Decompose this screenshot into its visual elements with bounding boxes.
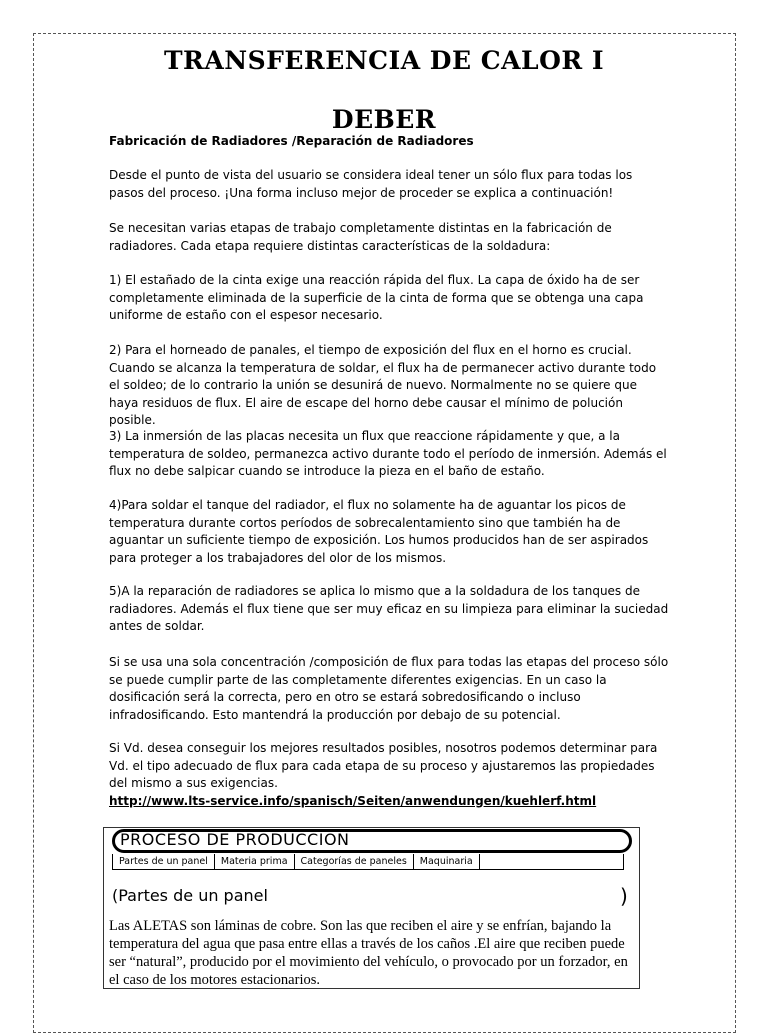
paragraph: 2) Para el horneado de panales, el tiempo de exposición del flux en el horno es crucial. Cuando se alcanza la temperatura de soldar, el flux ha de permanecer activo durante todo el soldeo; de lo contrario la unión se desunirá de nuevo. Normalmente no se quiere que haya residuos de flux. El aire de escape del horno debe causar el mínimo de polución posible. [109,343,657,427]
section-heading: Fabricación de Radiadores /Reparación de Radiadores [109,134,474,148]
paragraph-with-link [109,740,669,810]
figure-header-title: PROCESO DE PRODUCCIÓN [120,830,350,849]
tab-categorias-de-paneles[interactable]: Categorías de paneles [295,854,414,869]
paragraph: Si se usa una sola concentración /composición de flux para todas las etapas del proceso sólo se puede cumplir parte de las completamente diferentes exigencias. En un caso la dosificación será la correcta, pero en otro se estará sobredosificando o incluso infradosificando. Esto mantendrá la producción por debajo de su potencial. [109,655,669,722]
tab-partes-de-un-panel[interactable]: Partes de un panel [113,854,215,869]
tab-maquinaria[interactable]: Maquinaria [414,854,480,869]
panel-heading-text: Partes de un panel [118,886,268,905]
paragraph: 5)A la reparación de radiadores se aplica lo mismo que a la soldadura de los tanques de radiadores. Además el flux tiene que ser muy eficaz en su limpieza para eliminar la suciedad antes de soldar. [109,584,669,633]
paragraph: 4)Para soldar el tanque del radiador, el flux no solamente ha de aguantar los picos de temperatura durante cortos períodos de sobrecalentamiento sino que también ha de aguantar un suficiente tiempo de exposición. Los humos producidos han de ser aspirados para proteger a los trabajadores del olor de los mismos. [109,498,649,565]
document-subtitle: DEBER [331,105,437,134]
paragraph: Se necesitan varias etapas de trabajo completamente distintas en la fabricación de radiadores. Cada etapa requiere distintas características de la soldadura: [109,221,612,253]
paragraph: 3) La inmersión de las placas necesita un flux que reaccione rápidamente y que, a la temperatura de soldeo, permanezca activo durante todo el período de inmersión. Además el flux no debe salpicar cuando se introduce la pieza en el baño de estaño. [109,429,667,478]
paragraph: Desde el punto de vista del usuario se considera ideal tener un sólo flux para todas los pasos del proceso. ¡Una forma incluso mejor de proceder se explica a continuación! [109,168,633,200]
paragraph-text: Si Vd. desea conseguir los mejores resultados posibles, nosotros podemos determinar para Vd. el tipo adecuado de flux para cada etapa de su proceso y ajustaremos las propiedades del mismo a sus exigencias. [109,741,658,790]
panel-heading-close-paren: ) [620,884,628,908]
reference-link[interactable]: http://www.lts-service.info/spanisch/Seiten/anwendungen/kuehlerf.html [109,793,597,808]
panel-heading: (Partes de un panel [112,886,268,905]
figure-tab-bar [112,854,624,870]
tab-materia-prima[interactable]: Materia prima [215,854,295,869]
document-title: TRANSFERENCIA DE CALOR I [163,46,605,75]
panel-text: Las ALETAS son láminas de cobre. Son las que reciben el aire y se enfrían, bajando la temperatura del agua que pasa entre ellas a través de los caños .El aire que reciben puede ser “natural”, producido por el movimiento del vehículo, o provocado por un forzador, en el caso de los motores estacionarios. [109,918,628,988]
paragraph: 1) El estañado de la cinta exige una reacción rápida del flux. La capa de óxido ha de ser completamente eliminada de la superficie de la cinta de forma que se obtenga una capa uniforme de estaño con el espesor necesario. [109,273,644,322]
